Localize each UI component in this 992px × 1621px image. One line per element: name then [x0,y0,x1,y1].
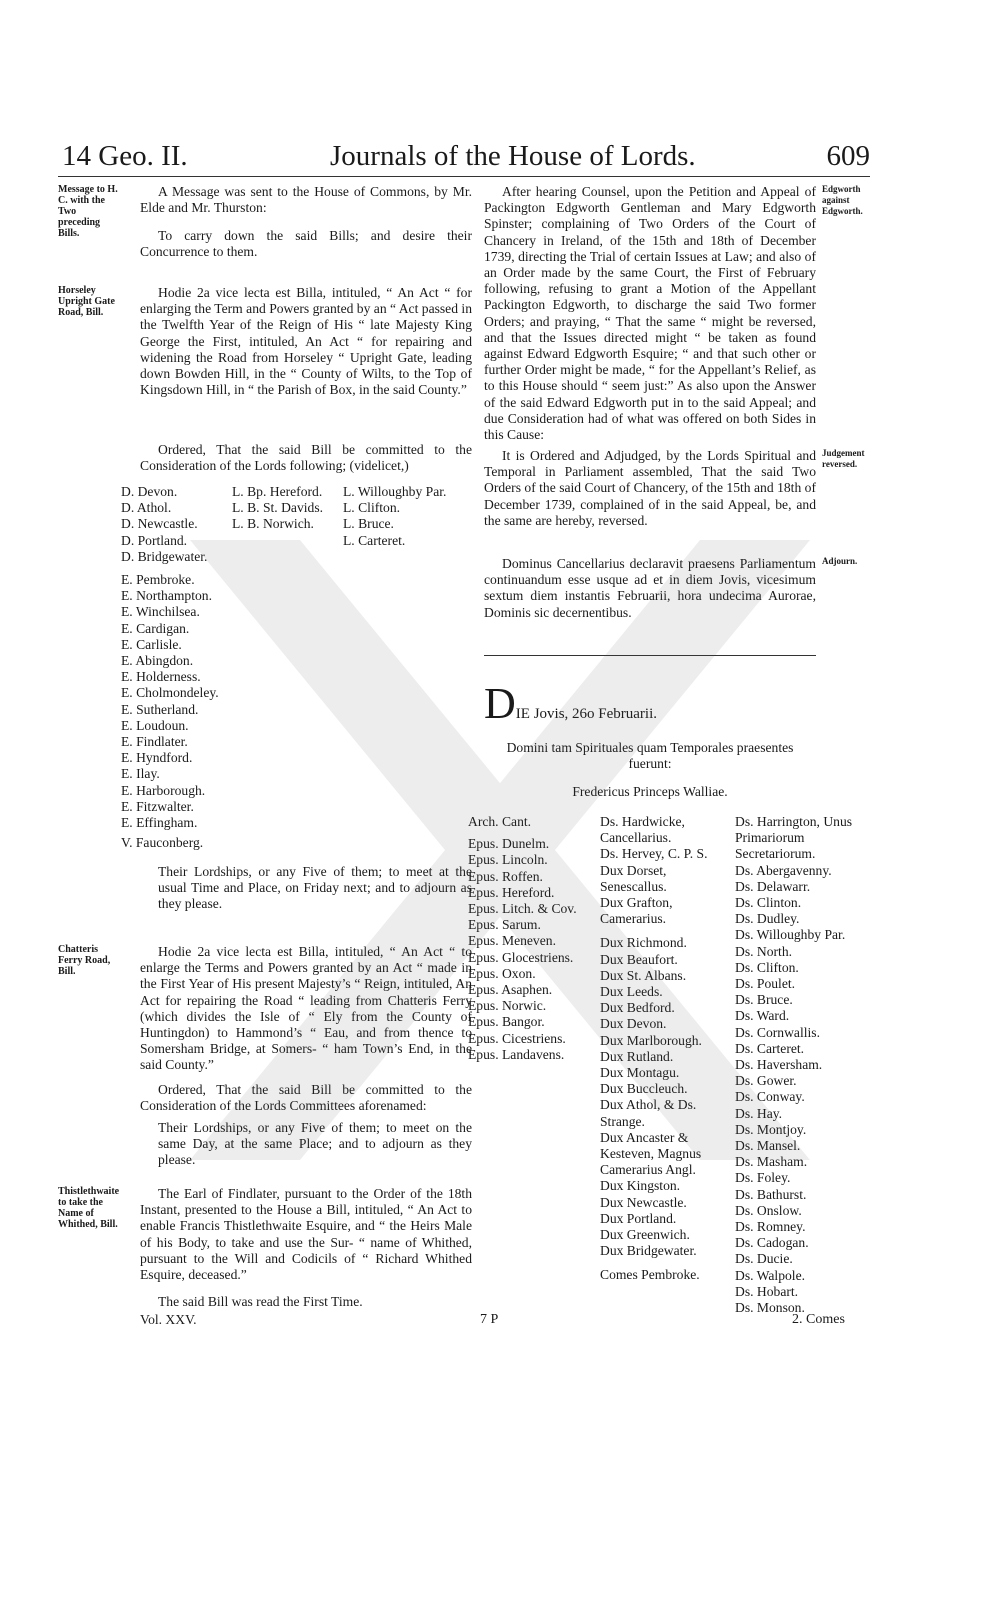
list-item: E. Pembroke. [121,572,195,587]
list-item: D. Newcastle. [121,516,198,532]
list-item: Dux Marlborough. [600,1032,702,1048]
adjournment-paragraph: Dominus Cancellarius declaravit praesens Parliamentum continuandum esse usque ad et in diem Jovis, vicesimum sextum diem instantis Februarii, hora undecima Aurorae, Dominis sic decernentibus. [484,556,816,620]
list-item: Ds. Ducie. [735,1251,793,1267]
margin-note-chatteris: Chatteris Ferry Road, Bill. [58,944,111,977]
list-item: Ds. Cadogan. [735,1235,809,1251]
list-item: Ds. Onslow. [735,1202,802,1218]
list-item: Epus. Sarum. [468,917,541,933]
bill-horseley-paragraph: Hodie 2a vice lecta est Billa, intituled, “ An Act “ for enlarging the Term and Powers granted by an “ Act passed in the Twelfth Year of the Reign of His “ late Majesty King George the First, intituled, An Act “ for repairing and widening the Road from Horseley “ Upright Gate, leading down Bowden Hill, in the “ County of Wilts, to the Top of Kingsdown Hill, in “ the Parish of Box, in the said County.” [140,285,472,398]
list-item: Ds. Clifton. [735,959,799,975]
margin-note-judgement: Judgement reversed. [822,448,865,469]
list-item: Ds. Dudley. [735,911,800,927]
volume-catchline: Vol. XXV. [140,1312,197,1327]
list-item: Dux Kingston. [600,1178,681,1194]
list-item: Epus. Landavens. [468,1046,565,1062]
list-item: Ds. Haversham. [735,1057,823,1073]
list-item: Comes Pembroke. [600,1267,700,1283]
list-item: Epus. Bangor. [468,1014,545,1030]
page-number: 609 [826,140,870,172]
list-item: Ds. Ward. [735,1008,790,1024]
present-list-bishops [468,814,594,1063]
list-item: E. Hyndford. [121,750,193,766]
domini-heading: Domini tam Spirituales quam Temporales praesentes fuerunt: [506,740,794,772]
present-list-barons [735,814,875,1316]
header-rule [58,176,870,177]
list-item: E. Winchilsea. [121,604,200,620]
margin-note-edgworth: Edgworth against Edgworth. [822,184,863,216]
list-item: Ds. Bruce. [735,992,793,1008]
list-item: Dux St. Albans. [600,967,687,983]
list-item: E. Northampton. [121,588,212,604]
first-reading-paragraph: The said Bill was read the First Time. [158,1294,363,1309]
signature-mark: 7 P [480,1312,499,1327]
list-item: Ds. Hay. [735,1105,783,1121]
lords-list-bishops [232,484,323,533]
list-item: E. Cardigan. [121,620,190,636]
ordered-paragraph-2: Ordered, That the said Bill be committed to the Consideration of the Lords Committees aforenamed: [140,1082,472,1114]
list-item: Dux Dorset, Senescallus. [600,862,667,894]
list-item: Ds. Poulet. [735,976,796,992]
list-item: Dux Bridgewater. [600,1243,697,1259]
list-item: L. Carteret. [343,532,406,548]
header-regnal-year: 14 Geo. II. [62,140,188,172]
list-item: L. Bruce. [343,516,394,532]
list-item: Dux Newcastle. [600,1194,687,1210]
list-item: Epus. Lincoln. [468,852,548,868]
judgement-paragraph: It is Ordered and Adjudged, by the Lords Spiritual and Temporal in Parliament assembled, That the said Two Orders of the said Court of Chancery, of the 15th and 18th of December 1739, complained of in the said Appeal, be, and the same are hereby, reversed. [484,448,816,528]
list-item-viscount: V. Fauconberg. [121,835,204,851]
list-item: Ds. Hardwicke, Cancellarius. [600,814,685,846]
ordered-paragraph-1: Ordered, That the said Bill be committed to the Consideration of the Lords following; (videlicet,) [140,442,472,474]
list-item: Dux Bedford. [600,1000,675,1016]
list-item: E. Cholmondeley. [121,685,219,701]
list-item: Ds. Conway. [735,1089,805,1105]
list-item: Dux Devon. [600,1016,667,1032]
list-item: Epus. Dunelm. [468,836,550,852]
list-item: Epus. Hereford. [468,884,555,900]
list-item: Dux Rutland. [600,1048,674,1064]
list-item: E. Ilay. [121,766,160,782]
day-heading-text: IE Jovis, 26o Februarii. [515,706,658,722]
catchword: 2. Comes [792,1312,845,1327]
list-item: Ds. Masham. [735,1154,808,1170]
list-item: Dux Montagu. [600,1065,680,1081]
list-item: Epus. Glocestriens. [468,949,574,965]
findlater-paragraph: The Earl of Findlater, pursuant to the Order of the 18th Instant, presented to the House a Bill, intituled, “ An Act to enable Francis Thistlethwaite Esquire, and “ the Heirs Male of his Body, to take and use the Sur- “ name of Whithed, pursuant to the Will and Codicils of “ Richard Whithed Esquire, deceased.” [140,1186,472,1283]
margin-note-message: Message to H. C. with the Two preceding Bills. [58,184,118,239]
list-item: Dux Richmond. [600,935,687,951]
list-item: E. Fitzwalter. [121,798,194,814]
list-item: Epus. Norwic. [468,998,547,1014]
list-item: L. Willoughby Par. [343,484,447,499]
list-item: Ds. Clinton. [735,895,802,911]
lords-list-barons [343,484,446,549]
list-item: Epus. Asaphen. [468,982,553,998]
present-list-dukes [600,814,732,1284]
list-item: L. Clifton. [343,500,401,516]
list-item: D. Portland. [121,532,188,548]
edgworth-appeal-paragraph: After hearing Counsel, upon the Petition and Appeal of Packington Edgworth Gentleman and Mary Edgworth Spinster; complaining of Two Orders of the Court of Chancery in Ireland, of the 15th and 18th of December 1739, directing the Trial of certain Issues at Law; and also of an Order made by the same Court, the First of February following, refusing to grant a Motion of the Appellant Packington Edgworth, to discharge the said Two former Orders; and praying, “ That the same “ might be reversed, and that the Issues directed might “ be taken as found against Edward Edgworth Esquire; “ and that such other or further Order might be made, “ for the Appellant’s Relief, as to this House should “ seem just:” As also upon the Answer of the said Edward Edgworth put in to the said Appeal; and due Consideration had of what was offered on both Sides in this Cause: [484,184,816,443]
list-item: Dux Beaufort. [600,951,678,967]
list-item: Epus. Meneven. [468,933,556,949]
list-item: D. Devon. [121,484,178,499]
carry-paragraph: To carry down the said Bills; and desire their Concurrence to them. [140,228,472,260]
list-item: L. B. St. Davids. [232,500,324,516]
list-item: Ds. Monson. [735,1300,805,1316]
list-item: Arch. Cant. [468,814,532,829]
list-item: Ds. Hervey, C. P. S. [600,846,708,862]
list-item: Ds. Carteret. [735,1040,805,1056]
list-item: Ds. Willoughby Par. [735,927,846,943]
list-item: Dux Portland. [600,1210,677,1226]
lords-list-dukes [121,484,207,565]
message-paragraph: A Message was sent to the House of Commons, by Mr. Elde and Mr. Thurston: [140,184,472,216]
header-title: Journals of the House of Lords. [330,140,696,172]
list-item: E. Carlisle. [121,636,182,652]
list-item: Epus. Roffen. [468,868,543,884]
list-item: Epus. Cicestriens. [468,1030,566,1046]
list-item: E. Sutherland. [121,701,199,717]
list-item: Ds. Abergavenny. [735,862,832,878]
list-item: L. B. Norwich. [232,516,314,532]
list-item: Ds. Cornwallis. [735,1024,820,1040]
margin-note-horseley: Horseley Upright Gate Road, Bill. [58,285,115,318]
list-item: E. Holderness. [121,669,201,685]
list-item: E. Abingdon. [121,653,194,669]
list-item: Epus. Oxon. [468,965,536,981]
list-item: Dux Ancaster & Kesteven, Magnus Camerarius Angl. [600,1129,702,1178]
list-item: Ds. Montjoy. [735,1121,807,1137]
list-item: Ds. Hobart. [735,1283,799,1299]
list-item: Epus. Litch. & Cov. [468,901,577,917]
fredericus-line: Fredericus Princeps Walliae. [572,784,728,799]
list-item: D. Athol. [121,500,172,516]
meet-paragraph-2: Their Lordships, or any Five of them; to meet on the same Day, at the same Place; and to adjourn as they please. [158,1120,472,1168]
list-item: Dux Grafton, Camerarius. [600,895,673,927]
list-item: E. Effingham. [121,815,198,831]
margin-note-adjourn: Adjourn. [822,556,858,566]
list-item: D. Bridgewater. [121,548,208,564]
list-item: Ds. Delawarr. [735,878,811,894]
list-item: E. Findlater. [121,734,188,750]
list-item: Dux Greenwich. [600,1227,690,1243]
list-item: Ds. Foley. [735,1170,791,1186]
list-item: Ds. Harrington, Unus Primariorum Secretariorum. [735,814,853,862]
section-rule [484,655,816,656]
list-item: Dux Buccleuch. [600,1081,688,1097]
day-heading [484,679,816,728]
drop-cap: D [484,679,516,728]
lords-list-earls [121,572,219,851]
meet-paragraph-1: Their Lordships, or any Five of them; to meet at the usual Time and Place, on Friday next; and to adjourn as they please. [158,864,472,912]
list-item: Ds. Romney. [735,1219,806,1235]
list-item: Ds. Bathurst. [735,1186,807,1202]
list-item: Ds. Walpole. [735,1267,806,1283]
list-item: L. Bp. Hereford. [232,484,323,499]
margin-note-thistlethwaite: Thistlethwaite to take the Name of Whithed, Bill. [58,1186,120,1230]
list-item: Ds. Mansel. [735,1138,801,1154]
list-item: Ds. North. [735,943,793,959]
bill-chatteris-paragraph: Hodie 2a vice lecta est Billa, intituled, “ An Act “ to enlarge the Terms and Powers granted by an Act “ made in the First Year of His present Majesty’s “ Reign, intituled, An Act for repairing the Road “ leading from Chatteris Ferry (which divides the Isle of “ Ely from the County of Huntingdon) to Hammond’s “ Eau, and from thence to Somersham Bridge, at Somers- “ ham Town’s End, in the said County.” [140,944,472,1073]
list-item: Dux Athol, & Ds. Strange. [600,1097,697,1129]
list-item: Dux Leeds. [600,984,663,1000]
list-item: E. Loudoun. [121,717,189,733]
list-item: E. Harborough. [121,782,206,798]
list-item: Ds. Gower. [735,1073,797,1089]
